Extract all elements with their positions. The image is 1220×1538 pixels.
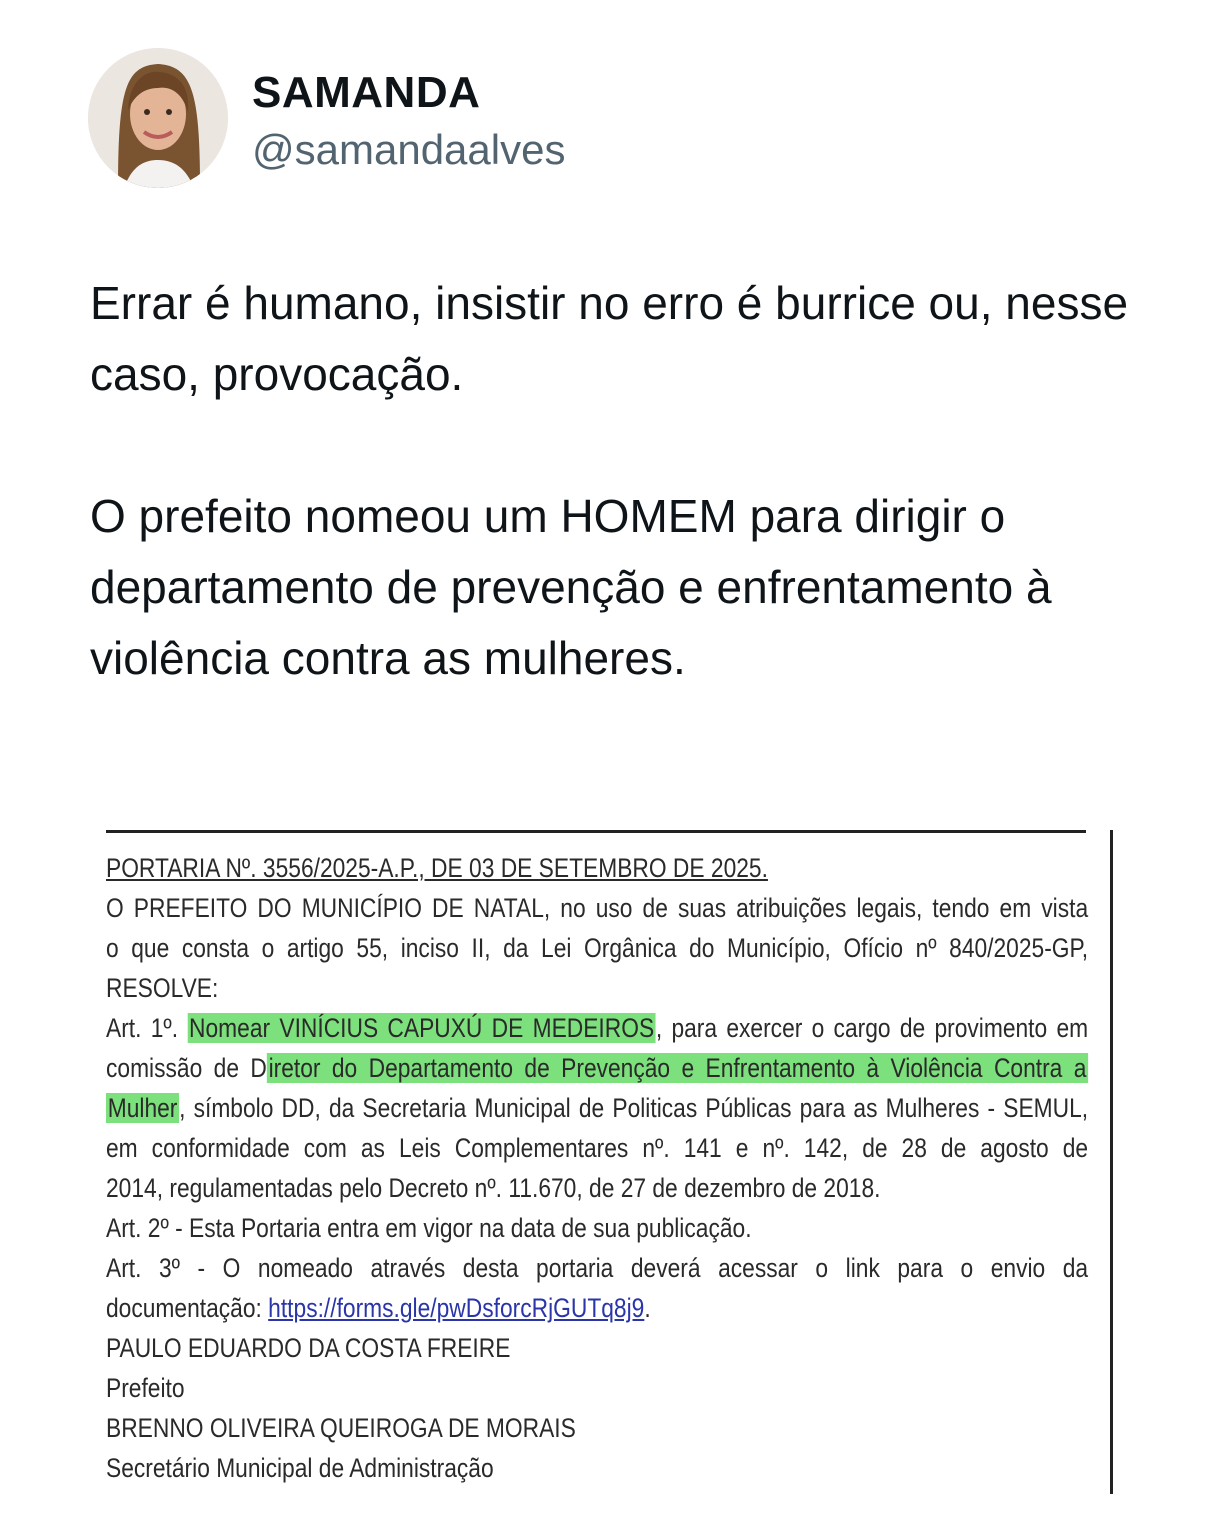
art3-suffix: . (644, 1293, 651, 1323)
art3-prefix: documentação: (106, 1293, 269, 1323)
document-image[interactable] (100, 822, 1120, 1498)
art1-prefix: Art. 1º. (106, 1013, 188, 1043)
art1-line3-rest: , símbolo DD, da Secretaria Municipal de Politicas Públicas para as Mulheres - SEMUL, (179, 1093, 1089, 1123)
avatar[interactable] (88, 48, 228, 188)
art1-rest: , para exercer o cargo de provimento em (655, 1013, 1089, 1043)
document-art1-line-5: 2014, regulamentadas pelo Decreto nº. 11.670, de 27 de dezembro de 2018. (106, 1173, 881, 1203)
forms-link[interactable]: https://forms.gle/pwDsforcRjGUTq8j9 (268, 1293, 645, 1323)
tweet-paragraph-1: Errar é humano, insistir no erro é burrice ou, nesse caso, provocação. (90, 277, 1129, 400)
signer-2-name: BRENNO OLIVEIRA QUEIROGA DE MORAIS (106, 1413, 576, 1443)
signer-1-name: PAULO EDUARDO DA COSTA FREIRE (106, 1333, 511, 1363)
document-top-rule (106, 830, 1086, 833)
document-right-rule (1110, 830, 1113, 1494)
document-art1-line-3 (106, 1088, 1088, 1128)
tweet-header (88, 48, 788, 188)
document-art3-line-1: Art. 3º - O nomeado através desta portaria deverá acessar o link para o envio da (106, 1253, 1089, 1283)
document-body (106, 848, 1088, 1488)
author-handle[interactable]: @samandaalves (252, 126, 566, 173)
document-art2: Art. 2º - Esta Portaria entra em vigor na data de sua publicação. (106, 1213, 752, 1243)
tweet-text (90, 268, 1150, 694)
document-intro-line-1: O PREFEITO DO MUNICÍPIO DE NATAL, no uso de suas atribuições legais, tendo em vista (106, 893, 1089, 923)
tweet-paragraph-2: O prefeito nomeou um HOMEM para dirigir o departamento de prevenção e enfrentamento à violência contra as mulheres. (90, 490, 1052, 684)
highlight-position: iretor do Departamento de Prevenção e Enfrentamento à Violência Contra a (268, 1053, 1087, 1083)
document-art1-line-2 (106, 1048, 1088, 1088)
art1-line2-prefix: comissão de D (106, 1053, 267, 1083)
highlight-nominee: Nomear VINÍCIUS CAPUXÚ DE MEDEIROS (189, 1013, 655, 1043)
document-art3-line-2 (106, 1288, 1088, 1328)
author-name[interactable]: SAMANDA (252, 68, 481, 117)
signer-1-title: Prefeito (106, 1373, 185, 1403)
document-intro-line-2: o que consta o artigo 55, inciso II, da Lei Orgânica do Município, Ofício nº 840/2025-GP, (106, 933, 1089, 963)
document-art1-line-4: em conformidade com as Leis Complementares nº. 141 e nº. 142, de 28 de agosto de (106, 1133, 1089, 1163)
highlight-mulher: Mulher (107, 1093, 178, 1123)
document-title: PORTARIA Nº. 3556/2025-A.P., DE 03 DE SETEMBRO DE 2025. (106, 853, 768, 883)
document-art1-line-1 (106, 1008, 1088, 1048)
avatar-portrait-icon (88, 48, 228, 188)
document-resolve: RESOLVE: (106, 973, 219, 1003)
signer-2-title: Secretário Municipal de Administração (106, 1453, 494, 1483)
